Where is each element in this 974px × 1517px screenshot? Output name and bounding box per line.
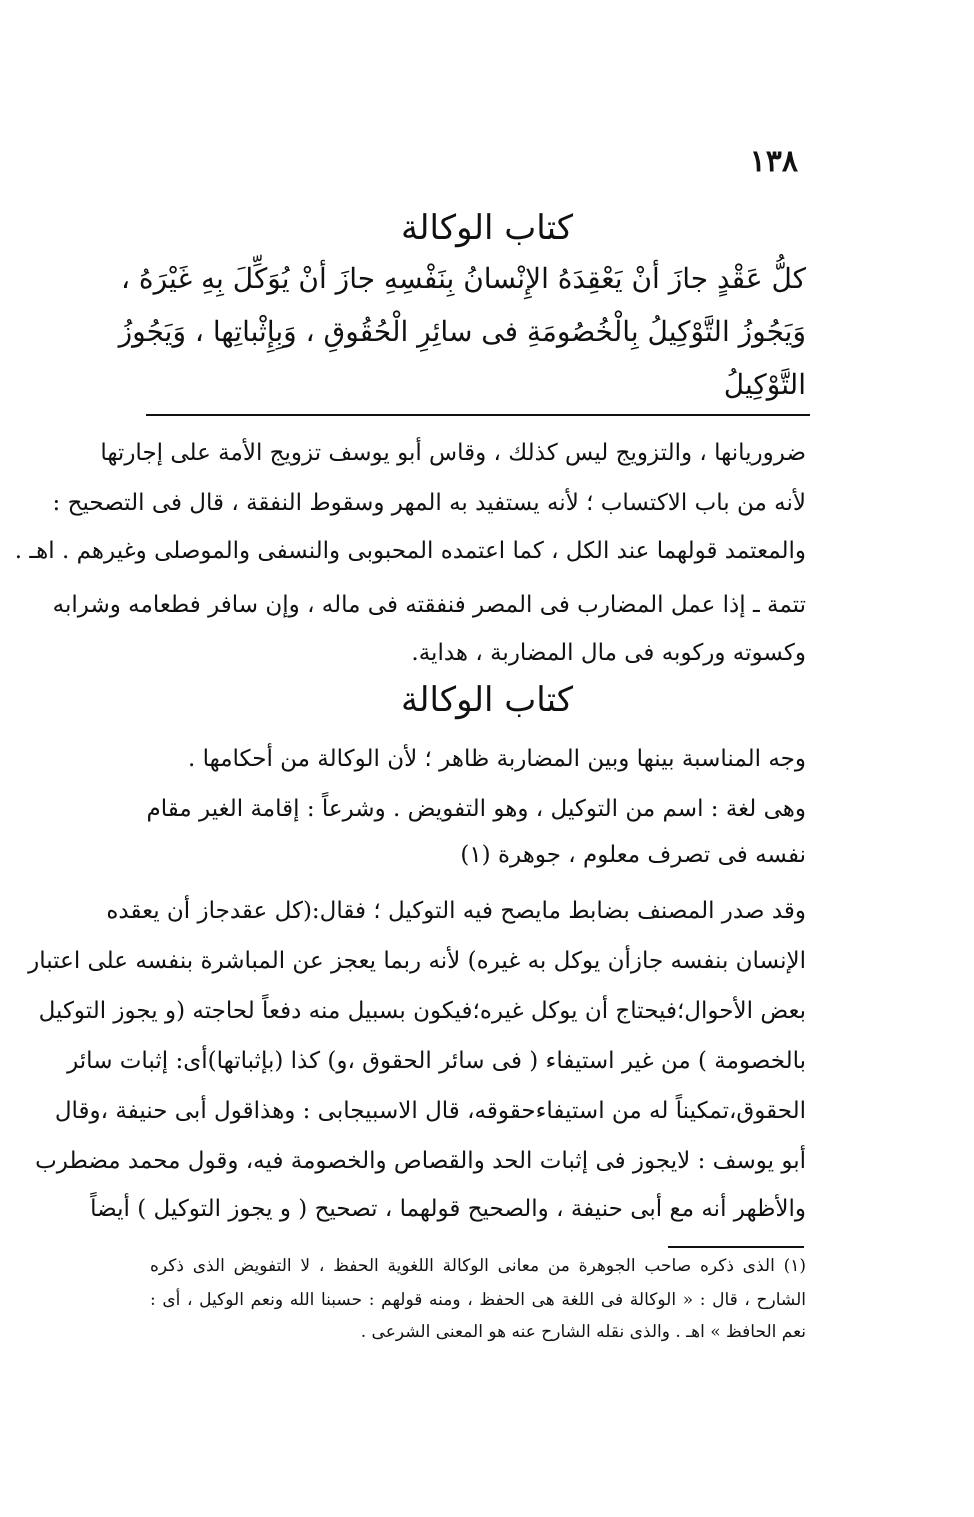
commentary-line: أبو يوسف : لايجوز فى إثبات الحد والقصاص والخصومة فيه، وقول محمد مضطرب: [35, 1148, 806, 1174]
commentary-line: وقد صدر المصنف بضابط مايصح فيه التوكيل ؛ فقال:(كل عقدجاز أن يعقده: [106, 898, 806, 924]
matn-line: كلُّ عَقْدٍ جازَ أنْ يَعْقِدَهُ الإِنْسانُ بِنَفْسِهِ جازَ أنْ يُوَكِّلَ بِهِ غَيْرَهُ ،: [120, 262, 806, 295]
commentary-line: والمعتمد قولهما عند الكل ، كما اعتمده المحبوبى والنسفى والموصلى وغيرهم . اهـ .: [14, 538, 806, 564]
commentary-line: بعض الأحوال؛فيحتاج أن يوكل غيره؛فيكون بسبيل منه دفعاً لحاجته (و يجوز التوكيل: [38, 998, 806, 1024]
footnote-line: الشارح ، قال : « الوكالة فى اللغة هى الحفظ ، ومنه قولهم : حسبنا الله ونعم الوكيل ، أى :: [150, 1290, 806, 1310]
commentary-line: والأظهر أنه مع أبى حنيفة ، والصحيح قولهما ، تصحيح ( و يجوز التوكيل ) أيضاً: [90, 1196, 806, 1222]
matn-title: كتاب الوكالة: [400, 208, 574, 248]
matn-line: وَيَجُوزُ التَّوْكِيلُ بِالْخُصُومَةِ فى سائِرِ الْحُقُوقِ ، وَبِإِثْباتِها ، وَيَجُوزُ: [118, 315, 806, 348]
footnote-line: (١) الذى ذكره صاحب الجوهرة من معانى الوكالة اللغوية الحفظ ، لا التفويض الذى ذكره: [150, 1256, 806, 1276]
commentary-line: وهى لغة : اسم من التوكيل ، وهو التفويض . وشرعاً : إقامة الغير مقام: [146, 796, 806, 822]
commentary-line: الإنسان بنفسه جازأن يوكل به غيره) لأنه ربما يعجز عن المباشرة بنفسه على اعتبار: [28, 948, 806, 974]
commentary-line: الحقوق،تمكيناً له من استيفاءحقوقه، قال الاسبيجابى : وهذاقول أبى حنيفة ،وقال: [54, 1098, 806, 1124]
commentary-line: لأنه من باب الاكتساب ؛ لأنه يستفيد به المهر وسقوط النفقة ، قال فى التصحيح :: [52, 490, 806, 516]
commentary-line: ضروريانها ، والتزويج ليس كذلك ، وقاس أبو يوسف تزويج الأمة على إجارتها: [100, 440, 806, 466]
commentary-line: وجه المناسبة بينها وبين المضاربة ظاهر ؛ لأن الوكالة من أحكامها .: [187, 746, 806, 772]
matn-line: التَّوْكِيلُ: [723, 368, 806, 401]
matn-separator-rule: [146, 414, 810, 416]
page-number: ١٣٨: [749, 144, 798, 179]
commentary-line: نفسه فى تصرف معلوم ، جوهرة (١): [460, 842, 806, 868]
footnote-separator-rule: [668, 1246, 804, 1248]
commentary-line: تتمة ـ إذا عمل المضارب فى المصر فنفقته فى ماله ، وإن سافر فطعامه وشرابه: [52, 592, 806, 618]
commentary-line: وكسوته وركوبه فى مال المضاربة ، هداية.: [411, 640, 806, 666]
footnote-line: نعم الحافظ » اهـ . والذى نقله الشارح عنه هو المعنى الشرعى .: [360, 1322, 806, 1342]
commentary-title: كتاب الوكالة: [400, 680, 574, 720]
commentary-line: بالخصومة ) من غير استيفاء ( فى سائر الحقوق ،و) كذا (بإثباتها)أى: إثبات سائر: [67, 1048, 806, 1074]
